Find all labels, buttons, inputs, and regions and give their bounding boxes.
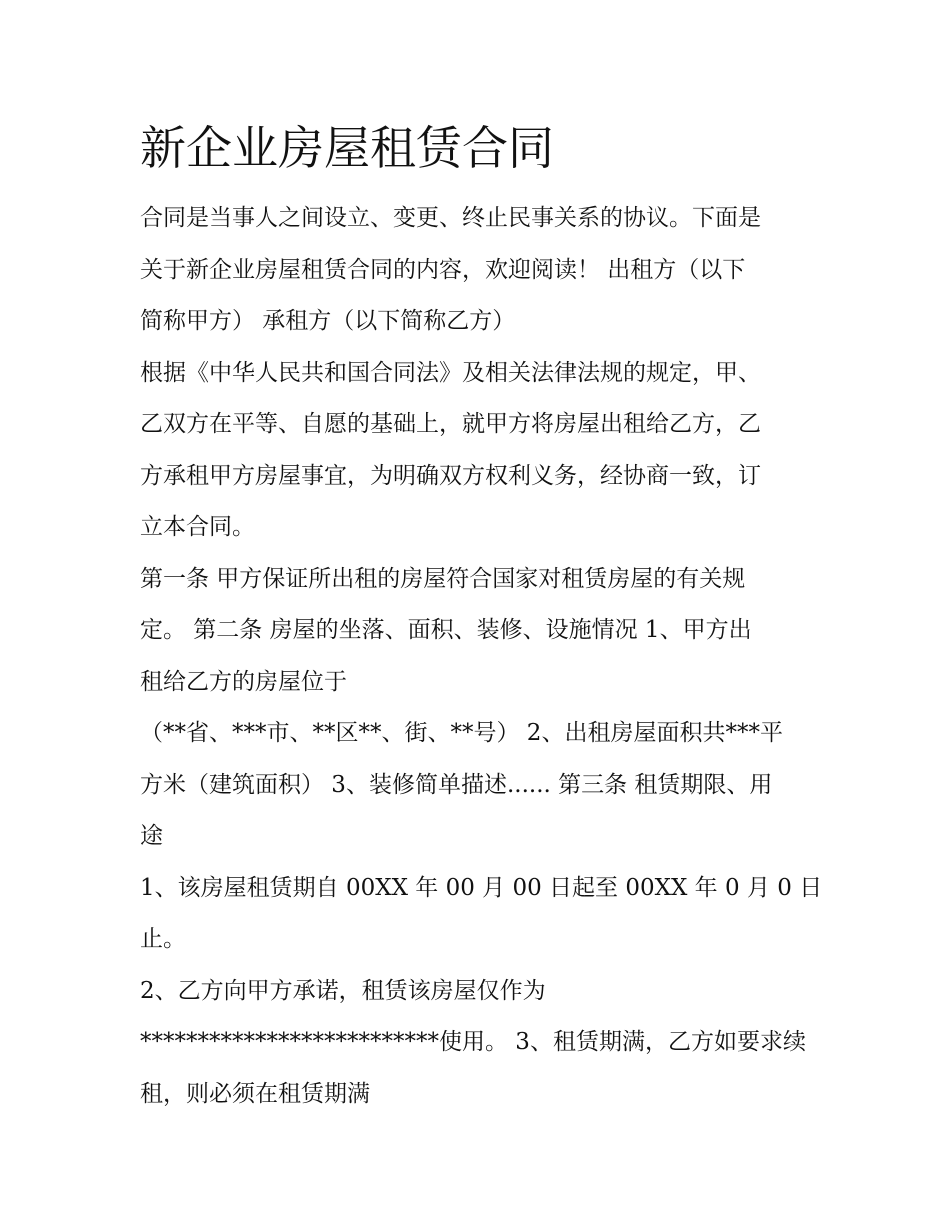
text-line: 定。 第二条 房屋的坐落、面积、装修、设施情况 1、甲方出: [140, 617, 752, 643]
text-line: 2、乙方向甲方承诺，租赁该房屋仅作为: [140, 977, 546, 1004]
text-line: 方米（建筑面积） 3、装修简单描述...... 第三条 租赁期限、用: [140, 771, 773, 798]
text-line: （**省、***市、**区**、街、**号） 2、出租房屋面积共***平: [140, 720, 783, 746]
text-line: 租，则必须在租赁期满: [140, 1080, 370, 1107]
text-line: 方承租甲方房屋事宜，为明确双方权利义务，经协商一致，订: [140, 462, 761, 489]
text-line: 合同是当事人之间设立、变更、终止民事关系的协议。下面是: [140, 205, 761, 231]
text-line: 租给乙方的房屋位于: [140, 668, 347, 695]
document-body: [140, 193, 830, 1120]
text-line: 止。: [140, 926, 186, 952]
text-line: 第一条 甲方保证所出租的房屋符合国家对租赁房屋的有关规: [140, 565, 746, 592]
text-line: 乙双方在平等、自愿的基础上，就甲方将房屋出租给乙方，乙: [140, 411, 761, 437]
text-line: 1、该房屋租赁期自 00XX 年 00 月 00 日起至 00XX 年 0 月 0 日: [140, 874, 823, 901]
text-line: 关于新企业房屋租赁合同的内容，欢迎阅读！ 出租方（以下: [140, 256, 746, 283]
text-line: 途: [140, 823, 163, 849]
text-line: 简称甲方） 承租方（以下简称乙方）: [140, 308, 516, 334]
text-line: 立本合同。: [140, 514, 255, 540]
text-line: 根据《中华人民共和国合同法》及相关法律法规的规定，甲、: [140, 359, 761, 386]
document-title: 新企业房屋租赁合同: [140, 121, 554, 175]
text-line: **************************使用。 3、租赁期满，乙方如要求续: [140, 1029, 806, 1055]
